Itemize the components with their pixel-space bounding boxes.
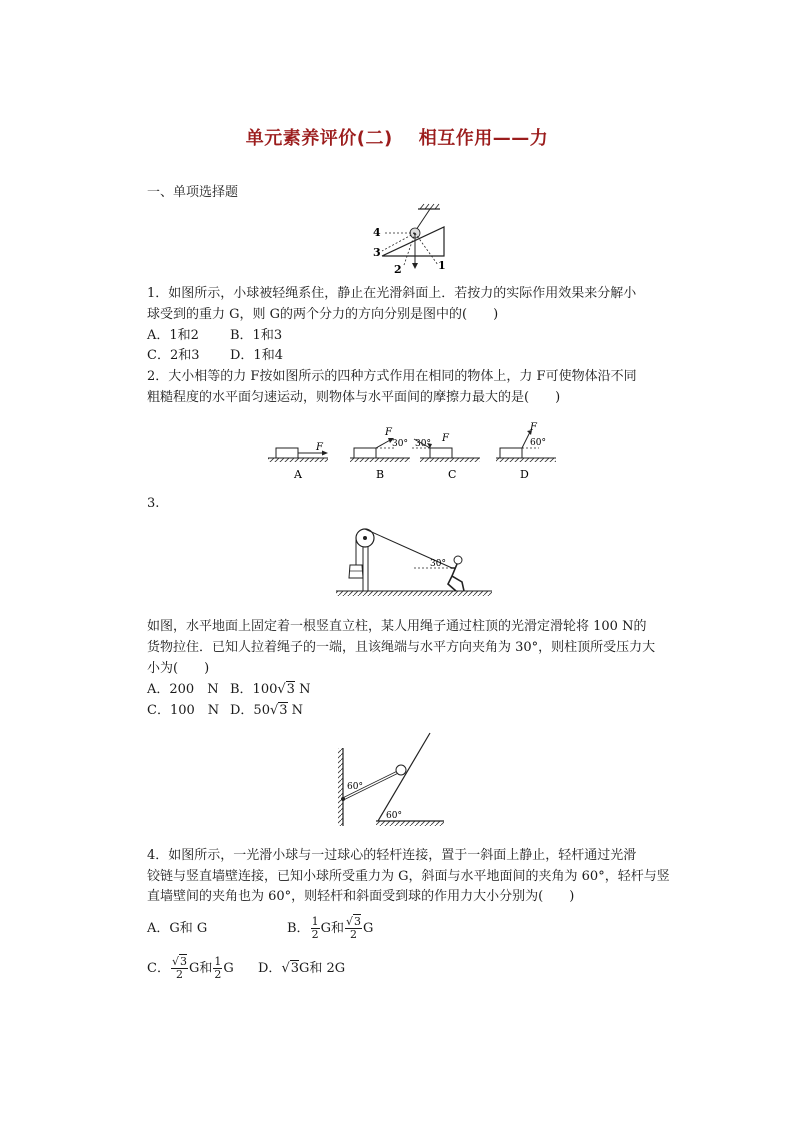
q4-option-d-suffix: G和 2G: [299, 961, 346, 976]
sqrt-icon: √: [277, 682, 286, 697]
q4-angle-wall: 60°: [347, 782, 363, 792]
radicand: 3: [179, 955, 187, 968]
q4-line3: 直墙壁间的夹角也为 60°，则轻杆和斜面受到球的作用力大小分别为( ): [147, 889, 575, 904]
section-heading: 一、单项选择题: [147, 185, 239, 200]
q2-line2: 粗糙程度的水平面匀速运动，则物体与水平面间的摩擦力最大的是( ): [147, 390, 561, 405]
q4-option-b-mid: G和: [320, 921, 344, 936]
q2-angle-d: 60°: [530, 438, 546, 448]
fraction-sqrt3-half: [171, 956, 188, 981]
q1-option-a[interactable]: A．1和2: [147, 328, 199, 343]
q2-diagram-b: [350, 427, 410, 481]
title-main: 单元素养评价(二): [245, 128, 393, 149]
q3-option-c[interactable]: C．100 N: [147, 703, 220, 718]
q1-option-b[interactable]: B．1和3: [230, 328, 283, 343]
q2-diagram-a: [268, 442, 328, 481]
q1-label-2: 2: [394, 263, 402, 275]
q2-force-c: F: [442, 433, 449, 444]
q3-option-b-prefix: B．100: [230, 682, 278, 697]
q4-option-d[interactable]: [258, 959, 345, 979]
q2-label-d: D: [520, 468, 529, 481]
q4-option-b-suffix: G: [362, 921, 374, 936]
q2-figure: [264, 418, 564, 482]
q2-label-b: B: [376, 468, 385, 481]
q4-option-b-prefix: B．: [287, 921, 310, 936]
q3-angle: 30°: [430, 559, 446, 569]
q3-line3: 小为( ): [147, 661, 210, 676]
q3-option-b[interactable]: [230, 680, 310, 700]
q4-option-d-prefix: D．: [258, 961, 282, 976]
radicand: 3: [353, 915, 361, 928]
q2-angle-b: 30°: [392, 439, 408, 449]
q1-label-3: 3: [373, 246, 381, 259]
q2-diagram-d: [496, 422, 556, 481]
q2-label-c: C: [448, 468, 457, 481]
q4-figure: [336, 730, 446, 830]
q1-option-c[interactable]: C．2和3: [147, 348, 200, 363]
frac-numerator: 1: [311, 915, 319, 928]
q1-figure: [360, 203, 460, 275]
q2-force-d: F: [530, 422, 537, 433]
q4-option-b[interactable]: [287, 910, 373, 948]
q3-option-d-prefix: D．50: [230, 703, 270, 718]
q3-line2: 货物拉住．已知人拉着绳子的一端，且该绳端与水平方向夹角为 30°，则柱顶所受压力大: [147, 640, 656, 655]
q2-force-a: F: [316, 442, 323, 453]
q1-line1: 1．如图所示，小球被轻绳系住，静止在光滑斜面上．若按力的实际作用效果来分解小: [147, 286, 637, 301]
q2-angle-c: 30°: [415, 439, 431, 449]
q4-angle-ground: 60°: [386, 811, 402, 821]
q4-option-c-mid: G和: [188, 961, 213, 976]
fraction-half: [213, 956, 222, 981]
q1-label-4: 4: [373, 226, 381, 239]
q3-option-d[interactable]: [230, 701, 303, 721]
q4-option-c[interactable]: [147, 950, 234, 988]
fraction-sqrt3-half: [345, 916, 362, 941]
sqrt-icon: √: [171, 955, 179, 968]
frac-denominator: 2: [214, 968, 222, 981]
frac-denominator: 2: [311, 928, 319, 941]
sqrt-icon: √: [345, 915, 353, 928]
q4-line2: 铰链与竖直墙壁连接，已知小球所受重力为 G，斜面与水平地面间的夹角为 60°，轻杆与竖: [147, 869, 670, 884]
q2-force-b: F: [385, 427, 392, 438]
frac-denominator: 2: [349, 928, 357, 941]
frac-denominator: 2: [175, 968, 183, 981]
title-sub: 相互作用——力: [418, 128, 549, 149]
sqrt-icon: √: [269, 703, 279, 718]
frac-numerator: 1: [214, 955, 222, 968]
q3-number: 3.: [147, 496, 160, 511]
q2-line1: 2．大小相等的力 F按如图所示的四种方式作用在相同的物体上，力 F可使物体沿不同: [147, 369, 637, 384]
sqrt-icon: √: [281, 961, 290, 976]
q4-option-c-prefix: C．: [147, 961, 170, 976]
q4-option-d-radicand: 3: [290, 961, 300, 976]
q3-option-d-radicand: 3: [279, 703, 288, 718]
q3-option-d-suffix: N: [287, 703, 304, 718]
q3-option-b-radicand: 3: [286, 682, 295, 697]
q1-label-1: 1: [438, 259, 446, 272]
q4-line1: 4．如图所示，一光滑小球与一过球心的轻杆连接，置于一斜面上静止，轻杆通过光滑: [147, 848, 637, 863]
fraction-half: [311, 916, 320, 941]
page-title: [0, 124, 794, 150]
q1-line2: 球受到的重力 G，则 G的两个分力的方向分别是图中的( ): [147, 307, 499, 322]
q2-label-a: A: [294, 468, 302, 481]
q4-option-c-suffix: G: [223, 961, 234, 976]
q2-diagram-c: [410, 433, 480, 481]
q3-line1: 如图，水平地面上固定着一根竖直立柱，某人用绳子通过柱顶的光滑定滑轮将 100 N的: [147, 619, 647, 634]
q3-option-b-suffix: N: [294, 682, 311, 697]
q1-option-d[interactable]: D．1和4: [230, 348, 283, 363]
q3-option-a[interactable]: A．200 N: [147, 682, 219, 697]
q3-figure: [334, 520, 494, 602]
q4-option-a[interactable]: A．G和 G: [147, 921, 208, 936]
